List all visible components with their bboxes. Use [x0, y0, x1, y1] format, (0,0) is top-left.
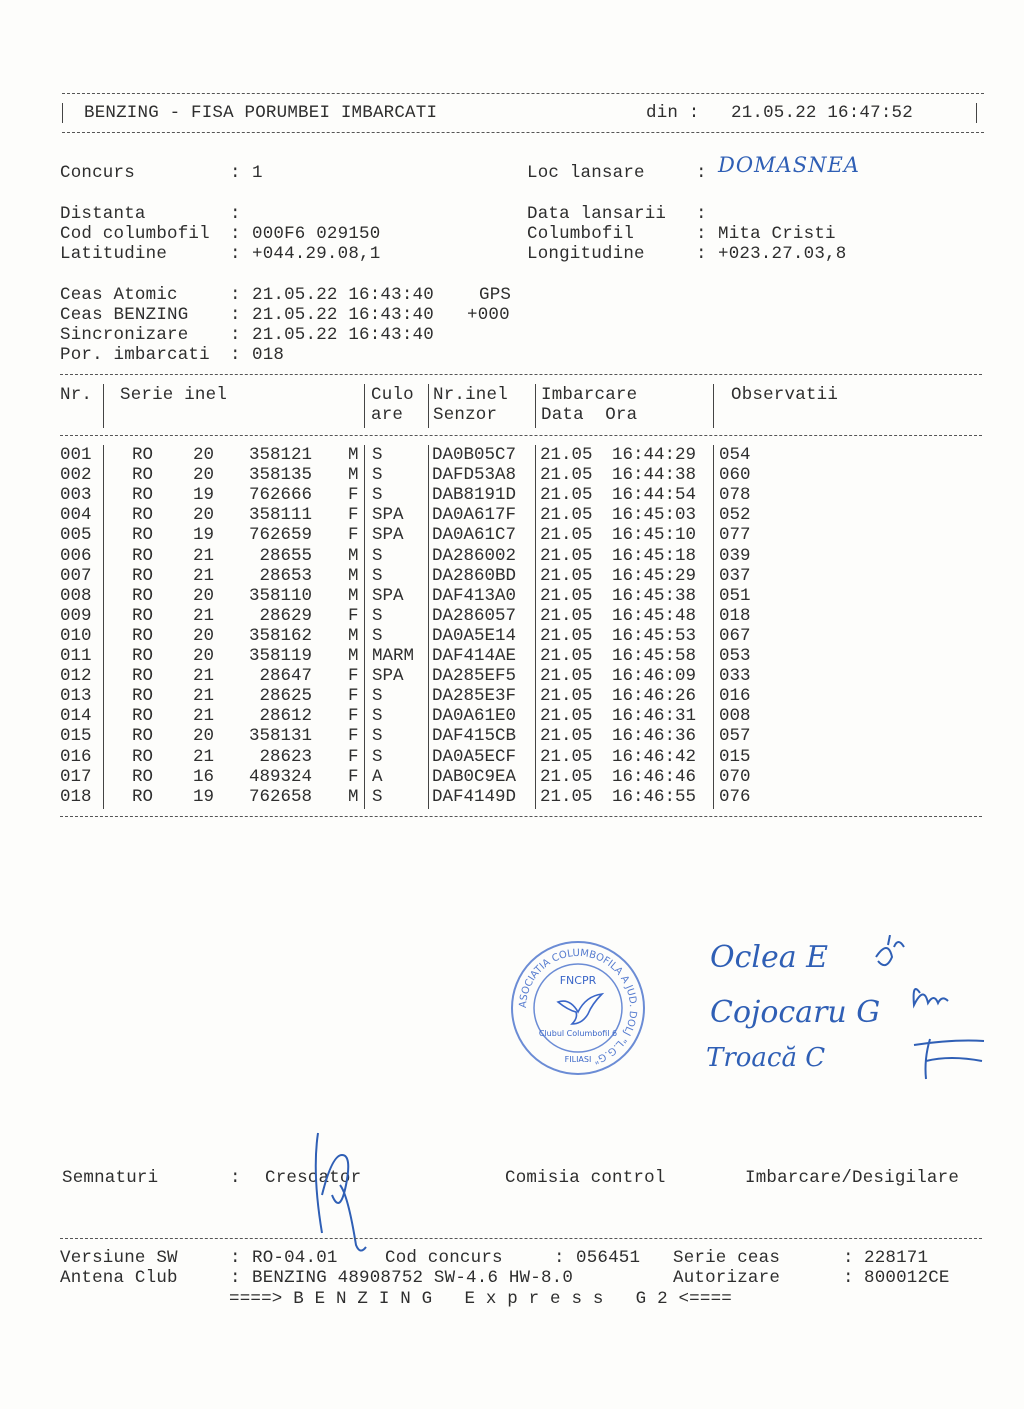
cell-senzor: DA0A617F: [432, 505, 517, 526]
cell-an: 21: [193, 746, 215, 767]
cell-observatii: 018: [719, 605, 751, 626]
por-imbarcati-value: 018: [252, 345, 285, 365]
cod-concurs-value: 056451: [576, 1248, 641, 1268]
cell-senzor: DA2860BD: [432, 565, 517, 586]
cell-senzor: DA0A61C7: [432, 525, 517, 546]
cell-data: 21.05: [540, 726, 593, 747]
cell-culoare: SPA: [372, 585, 404, 606]
cell-ora: 16:45:53: [612, 625, 697, 646]
serie-ceas-label: Serie ceas: [673, 1248, 781, 1268]
header-bottom-border: [62, 132, 984, 133]
cell-senzor: DAF4149D: [432, 786, 517, 807]
document-title: BENZING - FISA PORUMBEI IMBARCATI: [84, 103, 438, 123]
cell-ora: 16:46:46: [612, 766, 697, 787]
cell-nr: 013: [60, 686, 92, 707]
column-divider: [103, 384, 104, 428]
columbofil-value: Mita Cristi: [718, 224, 836, 244]
autorizare-label: Autorizare: [673, 1268, 781, 1288]
header-separator: [60, 435, 982, 436]
cell-observatii: 057: [719, 726, 751, 747]
cell-an: 20: [193, 585, 215, 606]
cell-senzor: DA0A5ECF: [432, 746, 517, 767]
semnaturi-colon: :: [230, 1168, 241, 1188]
cell-senzor: DA0A5E14: [432, 625, 517, 646]
cell-an: 21: [193, 686, 215, 707]
cell-senzor: DAF413A0: [432, 585, 517, 606]
cell-an: 21: [193, 565, 215, 586]
latitudine-value: +044.29.08,1: [252, 244, 381, 264]
cell-nr: 016: [60, 746, 92, 767]
cell-inel: 28653: [259, 565, 312, 586]
cell-culoare: S: [372, 746, 383, 767]
header-left-border: [62, 103, 63, 123]
cell-data: 21.05: [540, 485, 593, 506]
cell-ora: 16:46:26: [612, 686, 697, 707]
cell-inel: 358121: [248, 445, 312, 465]
cell-culoare: S: [372, 545, 383, 566]
cell-culoare: SPA: [372, 525, 404, 546]
cell-an: 20: [193, 625, 215, 646]
cell-nr: 010: [60, 625, 92, 646]
cell-culoare: SPA: [372, 505, 404, 526]
loc-lansare-colon: :: [696, 163, 707, 183]
column-divider: [428, 445, 429, 809]
cell-ora: 16:46:55: [612, 786, 697, 807]
cell-senzor: DA0A61E0: [432, 706, 517, 727]
cell-nr: 002: [60, 465, 92, 486]
cell-sex: M: [348, 465, 359, 486]
header-culoare-2: are: [371, 405, 404, 425]
ceas-benzing-label: Ceas BENZING: [60, 305, 189, 325]
distanta-label: Distanta: [60, 204, 146, 224]
cell-nr: 008: [60, 585, 92, 606]
serie-ceas-value: 228171: [864, 1248, 929, 1268]
concurs-label: Concurs: [60, 163, 135, 183]
cell-inel: 762659: [248, 525, 312, 546]
cell-culoare: S: [372, 465, 383, 486]
cell-culoare: SPA: [372, 666, 404, 687]
cell-tara: RO: [132, 445, 154, 465]
cell-sex: M: [348, 625, 359, 646]
header-culoare-1: Culo: [371, 385, 414, 405]
date-value: 21.05.22 16:47:52: [731, 103, 913, 123]
cell-sex: F: [348, 706, 359, 727]
cell-culoare: S: [372, 706, 383, 727]
cell-an: 20: [193, 505, 215, 526]
cell-nr: 001: [60, 445, 92, 465]
cell-an: 21: [193, 706, 215, 727]
cell-ora: 16:45:10: [612, 525, 697, 546]
cell-ora: 16:46:09: [612, 666, 697, 687]
cod-columbofil-value: 000F6 029150: [252, 224, 381, 244]
cell-an: 21: [193, 545, 215, 566]
cell-inel: 358110: [248, 585, 312, 606]
cell-culoare: S: [372, 485, 383, 506]
cell-observatii: 008: [719, 706, 751, 727]
cell-observatii: 077: [719, 525, 751, 546]
column-divider: [535, 445, 536, 809]
ceas-atomic-value: 21.05.22 16:43:40: [252, 285, 434, 305]
autorizare-value: 800012CE: [864, 1268, 950, 1288]
cod-columbofil-label: Cod columbofil: [60, 224, 210, 244]
concurs-value: 1: [252, 163, 263, 183]
cell-inel: 358131: [248, 726, 312, 747]
cell-data: 21.05: [540, 565, 593, 586]
cell-an: 20: [193, 445, 215, 465]
column-divider: [713, 445, 714, 809]
cell-nr: 003: [60, 485, 92, 506]
cell-observatii: 015: [719, 746, 751, 767]
cell-data: 21.05: [540, 625, 593, 646]
semnaturi-label: Semnaturi: [62, 1168, 159, 1188]
cell-inel: 28655: [259, 545, 312, 566]
cell-sex: F: [348, 666, 359, 687]
cell-tara: RO: [132, 525, 154, 546]
table-bottom-border: [60, 816, 982, 817]
cell-observatii: 037: [719, 565, 751, 586]
cell-ora: 16:44:38: [612, 465, 697, 486]
cell-ora: 16:46:31: [612, 706, 697, 727]
versiune-label: Versiune SW: [60, 1248, 178, 1268]
sincronizare-colon: :: [230, 325, 241, 345]
cell-ora: 16:45:18: [612, 545, 697, 566]
cell-tara: RO: [132, 746, 154, 767]
columbofil-colon: :: [696, 224, 707, 244]
antena-colon: :: [230, 1268, 241, 1288]
cell-data: 21.05: [540, 766, 593, 787]
header-top-border: [62, 93, 984, 94]
cell-observatii: 033: [719, 666, 751, 687]
data-lansarii-label: Data lansarii: [527, 204, 667, 224]
cell-nr: 011: [60, 646, 92, 666]
commission-signatures: [870, 935, 990, 1085]
cell-senzor: DAFD53A8: [432, 465, 517, 486]
table-top-border: [60, 374, 982, 375]
cell-culoare: A: [372, 766, 383, 787]
cell-observatii: 054: [719, 445, 751, 465]
cell-ora: 16:46:42: [612, 746, 697, 767]
sincronizare-value: 21.05.22 16:43:40: [252, 325, 434, 345]
cell-data: 21.05: [540, 706, 593, 727]
data-lansarii-colon: :: [696, 204, 707, 224]
cell-tara: RO: [132, 585, 154, 606]
cell-data: 21.05: [540, 505, 593, 526]
stamp-bottom-text: FILIASI: [564, 1055, 592, 1064]
cell-sex: F: [348, 766, 359, 787]
cell-nr: 015: [60, 726, 92, 747]
cell-tara: RO: [132, 686, 154, 707]
cell-sex: M: [348, 545, 359, 566]
cell-data: 21.05: [540, 666, 593, 687]
cell-sex: M: [348, 445, 359, 465]
longitudine-label: Longitudine: [527, 244, 645, 264]
comisia-control-label: Comisia control: [505, 1168, 666, 1188]
column-divider: [364, 384, 365, 428]
cod-concurs-label: Cod concurs: [385, 1248, 503, 1268]
cell-inel: 762666: [248, 485, 312, 506]
column-divider: [713, 384, 714, 428]
date-label: din :: [646, 103, 700, 123]
cell-tara: RO: [132, 666, 154, 687]
cell-ora: 16:45:58: [612, 646, 697, 666]
cell-sex: F: [348, 726, 359, 747]
cell-an: 20: [193, 726, 215, 747]
columbofil-label: Columbofil: [527, 224, 635, 244]
cell-culoare: S: [372, 445, 383, 465]
cell-sex: M: [348, 565, 359, 586]
header-nr-inel-2: Senzor: [433, 405, 498, 425]
column-divider: [103, 445, 104, 809]
loc-lansare-label: Loc lansare: [527, 163, 645, 183]
cell-observatii: 052: [719, 505, 751, 526]
cell-inel: 28647: [259, 666, 312, 687]
cell-observatii: 016: [719, 686, 751, 707]
cell-sex: F: [348, 505, 359, 526]
stamp-center-text: FNCPR: [559, 974, 597, 987]
cell-senzor: DA286002: [432, 545, 517, 566]
cell-inel: 28623: [259, 746, 312, 767]
header-right-border: [976, 103, 977, 123]
cell-tara: RO: [132, 465, 154, 486]
longitudine-value: +023.27.03,8: [718, 244, 847, 264]
cell-culoare: S: [372, 625, 383, 646]
cell-nr: 014: [60, 706, 92, 727]
cell-observatii: 053: [719, 646, 751, 666]
footer-separator: [60, 1238, 982, 1239]
header-nr-inel-1: Nr.inel: [433, 385, 508, 405]
header-nr: Nr.: [60, 385, 93, 405]
cell-an: 21: [193, 666, 215, 687]
crescator-label: Crescator: [265, 1168, 362, 1188]
cell-observatii: 060: [719, 465, 751, 486]
header-imbarcare-2: Data Ora: [541, 405, 638, 425]
cell-observatii: 078: [719, 485, 751, 506]
latitudine-label: Latitudine: [60, 244, 168, 264]
cell-sex: F: [348, 525, 359, 546]
cell-nr: 005: [60, 525, 92, 546]
cell-an: 19: [193, 786, 215, 807]
versiune-value: RO-04.01: [252, 1248, 338, 1268]
cell-an: 16: [193, 766, 215, 787]
cell-data: 21.05: [540, 746, 593, 767]
cell-inel: 358135: [248, 465, 312, 486]
cell-data: 21.05: [540, 686, 593, 707]
cell-senzor: DA286057: [432, 605, 517, 626]
cell-culoare: S: [372, 565, 383, 586]
commission-name-1: Oclea E: [710, 940, 829, 975]
cell-culoare: S: [372, 686, 383, 707]
concurs-colon: :: [230, 163, 241, 183]
sincronizare-label: Sincronizare: [60, 325, 189, 345]
cell-an: 19: [193, 485, 215, 506]
cell-data: 21.05: [540, 605, 593, 626]
cell-inel: 358119: [248, 646, 312, 666]
versiune-colon: :: [230, 1248, 241, 1268]
cell-an: 19: [193, 525, 215, 546]
cell-sex: F: [348, 746, 359, 767]
ceas-benzing-value: 21.05.22 16:43:40: [252, 305, 434, 325]
ceas-atomic-label: Ceas Atomic: [60, 285, 178, 305]
header-observatii: Observatii: [731, 385, 839, 405]
cell-inel: 28625: [259, 686, 312, 707]
cell-senzor: DAF414AE: [432, 646, 517, 666]
distanta-colon: :: [230, 204, 241, 224]
stamp-ring-text: ASOCIATIA COLUMBOFILA A JUD. DOLJ "L.G.G": [517, 947, 639, 1066]
cell-sex: M: [348, 646, 359, 666]
express-banner: ====> B E N Z I N G E x p r e s s G 2 <====: [229, 1289, 732, 1309]
cell-senzor: DAF415CB: [432, 726, 517, 747]
cell-sex: F: [348, 485, 359, 506]
longitudine-colon: :: [696, 244, 707, 264]
cell-an: 20: [193, 465, 215, 486]
cell-data: 21.05: [540, 646, 593, 666]
cell-ora: 16:45:03: [612, 505, 697, 526]
antena-value: BENZING 48908752 SW-4.6 HW-8.0: [252, 1268, 574, 1288]
cell-tara: RO: [132, 565, 154, 586]
cell-observatii: 067: [719, 625, 751, 646]
cell-observatii: 051: [719, 585, 751, 606]
serie-ceas-colon: :: [843, 1248, 854, 1268]
ceas-atomic-suffix: GPS: [479, 285, 512, 305]
cell-data: 21.05: [540, 786, 593, 807]
cell-nr: 006: [60, 545, 92, 566]
cell-observatii: 070: [719, 766, 751, 787]
cell-tara: RO: [132, 706, 154, 727]
cell-senzor: DA285EF5: [432, 666, 517, 687]
cell-data: 21.05: [540, 525, 593, 546]
cell-tara: RO: [132, 485, 154, 506]
column-divider: [535, 384, 536, 428]
ceas-benzing-colon: :: [230, 305, 241, 325]
cell-inel: 28629: [259, 605, 312, 626]
header-serie-inel: Serie inel: [120, 385, 228, 405]
cell-sex: M: [348, 786, 359, 807]
cell-ora: 16:45:38: [612, 585, 697, 606]
cod-concurs-colon: :: [554, 1248, 565, 1268]
cell-nr: 004: [60, 505, 92, 526]
por-imbarcati-label: Por. imbarcati: [60, 345, 210, 365]
cell-nr: 007: [60, 565, 92, 586]
cell-tara: RO: [132, 786, 154, 807]
cell-inel: 358162: [248, 625, 312, 646]
cell-nr: 009: [60, 605, 92, 626]
cell-observatii: 076: [719, 786, 751, 807]
cell-tara: RO: [132, 605, 154, 626]
cell-sex: F: [348, 686, 359, 707]
antena-label: Antena Club: [60, 1268, 178, 1288]
imbarcare-desigilare-label: Imbarcare/Desigilare: [745, 1168, 960, 1188]
cell-an: 20: [193, 646, 215, 666]
cell-inel: 762658: [248, 786, 312, 807]
column-divider: [428, 384, 429, 428]
cell-culoare: S: [372, 726, 383, 747]
cell-ora: 16:46:36: [612, 726, 697, 747]
cell-tara: RO: [132, 766, 154, 787]
club-stamp: [510, 940, 646, 1076]
cell-inel: 489324: [248, 766, 312, 787]
cell-senzor: DAB0C9EA: [432, 766, 517, 787]
loc-lansare-handwritten: DOMASNEA: [718, 153, 860, 177]
cell-nr: 018: [60, 786, 92, 807]
cell-tara: RO: [132, 726, 154, 747]
cell-data: 21.05: [540, 585, 593, 606]
cell-culoare: S: [372, 605, 383, 626]
por-imbarcati-colon: :: [230, 345, 241, 365]
commission-name-3: Troacă C: [706, 1043, 826, 1073]
dove-icon: [558, 994, 602, 1024]
cod-columbofil-colon: :: [230, 224, 241, 244]
commission-name-2: Cojocaru G: [710, 995, 881, 1030]
cell-ora: 16:45:29: [612, 565, 697, 586]
cell-tara: RO: [132, 505, 154, 526]
latitudine-colon: :: [230, 244, 241, 264]
cell-tara: RO: [132, 625, 154, 646]
cell-senzor: DA285E3F: [432, 686, 517, 707]
cell-sex: M: [348, 585, 359, 606]
cell-observatii: 039: [719, 545, 751, 566]
autorizare-colon: :: [843, 1268, 854, 1288]
cell-tara: RO: [132, 646, 154, 666]
cell-senzor: DA0B05C7: [432, 445, 517, 465]
cell-ora: 16:44:54: [612, 485, 697, 506]
cell-ora: 16:44:29: [612, 445, 697, 465]
cell-an: 21: [193, 605, 215, 626]
cell-tara: RO: [132, 545, 154, 566]
header-imbarcare-1: Imbarcare: [541, 385, 638, 405]
cell-data: 21.05: [540, 545, 593, 566]
cell-culoare: MARM: [372, 646, 415, 666]
crescator-signature: [300, 1125, 390, 1255]
cell-nr: 012: [60, 666, 92, 687]
ceas-atomic-colon: :: [230, 285, 241, 305]
cell-ora: 16:45:48: [612, 605, 697, 626]
cell-inel: 28612: [259, 706, 312, 727]
cell-sex: F: [348, 605, 359, 626]
cell-data: 21.05: [540, 445, 593, 465]
stamp-inner-text: Clubul Columbofil 6: [538, 1029, 618, 1038]
cell-data: 21.05: [540, 465, 593, 486]
cell-senzor: DAB8191D: [432, 485, 517, 506]
cell-inel: 358111: [248, 505, 312, 526]
ceas-benzing-suffix: +000: [467, 305, 510, 325]
cell-nr: 017: [60, 766, 92, 787]
column-divider: [364, 445, 365, 809]
cell-culoare: S: [372, 786, 383, 807]
